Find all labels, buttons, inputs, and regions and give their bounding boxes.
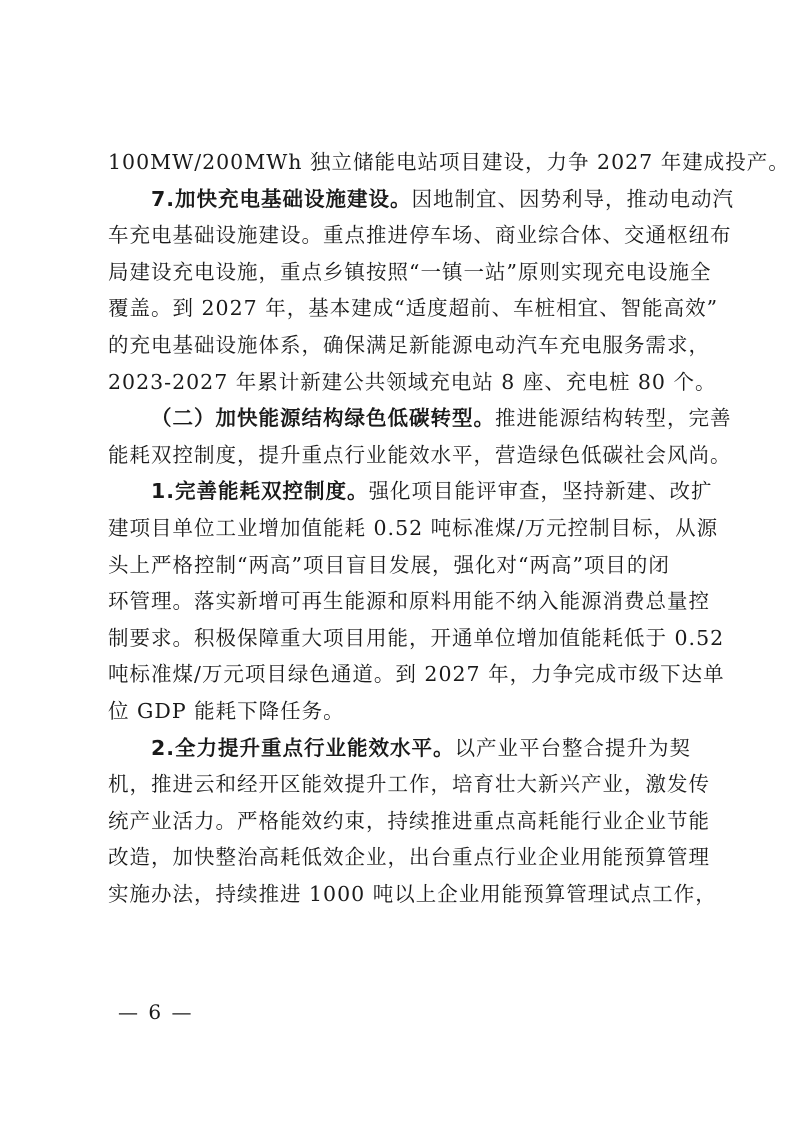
text-line: 建项目单位工业增加值能耗 0.52 吨标准煤/万元控制目标，从源	[108, 515, 719, 540]
section-heading-2: （二）加快能源结构绿色低碳转型。	[151, 406, 495, 431]
text-line	[108, 181, 735, 218]
text-line: 的充电基础设施体系，确保满足新能源电动汽车充电服务需求，	[108, 332, 710, 357]
text-line: 能耗双控制度，提升重点行业能效水平，营造绿色低碳社会风尚。	[108, 442, 732, 467]
text-line: 机，推进云和经开区能效提升工作，培育壮大新兴产业，激发传	[108, 772, 710, 797]
text-line: 吨标准煤/万元项目绿色通道。到 2027 年，力争完成市级下达单	[108, 662, 725, 687]
text-line: 位 GDP 能耗下降任务。	[108, 698, 345, 723]
text-run: 因地制宜、因势利导，推动电动汽	[411, 186, 735, 211]
text-line: 车充电基础设施建设。重点推进停车场、商业综合体、交通枢纽布	[108, 223, 732, 248]
section-heading-7: 7.加快充电基础设施建设。	[151, 186, 412, 211]
section-heading-1: 1.完善能耗双控制度。	[151, 479, 369, 504]
text-line: 局建设充电设施，重点乡镇按照“一镇一站”原则实现充电设施全	[108, 259, 712, 284]
paragraph-energy-storage-continuation	[108, 144, 790, 181]
text-line: 2023-2027 年累计新建公共领域充电站 8 座、充电桩 80 个。	[108, 369, 717, 394]
text-line: 制要求。积极保障重大项目用能，开通单位增加值能耗低于 0.52	[108, 625, 725, 650]
paragraph-energy-structure	[108, 400, 732, 473]
text-line: 100MW/200MWh 独立储能电站项目建设，力争 2027 年建成投产。	[108, 150, 790, 174]
text-line	[108, 730, 700, 767]
document-body	[108, 144, 790, 912]
text-line: 覆盖。到 2027 年，基本建成“适度超前、车桩相宜、智能高效”	[108, 296, 719, 321]
text-run: 推进能源结构转型，完善	[495, 406, 732, 431]
text-line	[108, 473, 713, 510]
text-run: 以产业平台整合提升为契	[454, 735, 692, 760]
section-heading-2-efficiency: 2.全力提升重点行业能效水平。	[151, 735, 455, 760]
text-line	[108, 400, 732, 437]
text-line: 统产业活力。严格能效约束，持续推进重点高耗能行业企业节能	[108, 808, 710, 833]
paragraph-efficiency	[108, 730, 717, 913]
text-line: 环管理。落实新增可再生能源和原料用能不纳入能源消费总量控	[108, 589, 710, 614]
text-line: 头上严格控制“两高”项目盲目发展，强化对“两高”项目的闭	[108, 552, 670, 577]
text-run: 强化项目能评审查，坚持新建、改扩	[368, 479, 713, 504]
text-line: 实施办法，持续推进 1000 吨以上企业用能预算管理试点工作，	[108, 881, 717, 906]
paragraph-charging-infrastructure	[108, 181, 735, 401]
paragraph-dual-control	[108, 473, 725, 729]
text-line: 改造，加快整治高耗低效企业，出台重点行业企业用能预算管理	[108, 845, 710, 870]
page-number: — 6 —	[118, 1000, 194, 1024]
